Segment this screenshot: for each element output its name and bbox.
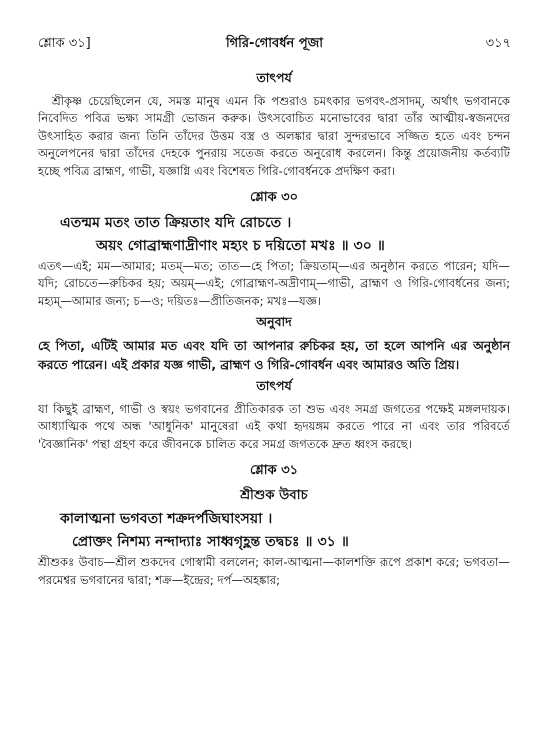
running-header xyxy=(38,34,511,54)
header-chapter-title: গিরি-গোবর্ধন পূজা xyxy=(225,36,324,51)
sanskrit-verse xyxy=(38,212,510,258)
verse-number-heading: শ্লোক ৩১ xyxy=(249,463,299,479)
purport-heading: তাৎপর্য xyxy=(256,70,292,85)
purport-paragraph: শ্রীকৃষ্ণ চেয়েছিলেন যে, সমস্ত মানুষ এমন কি পশুরাও চমৎকার ভগবৎ-প্রসাদম্, অর্থাৎ ভগবানকে নিবেদিত পবিত্র ভক্ষ্য সামগ্রী ভোজন করুক। উৎসবোচিত মনোভাবের দ্বারা তাঁর আত্মীয়-স্বজনদের উৎসাহিত করার জন্য তিনি তাঁদের উত্তম বস্ত্র ও অলঙ্কার দ্বারা সুন্দরভাবে সজ্জিত হতে এবং চন্দন অনুলেপনের দ্বারা তাঁদের দেহকে পুনরায় সতেজ করতে অনুরোধ করলেন। কিন্তু প্রয়োজনীয় কর্তব্যটি হচ্ছে পবিত্র ব্রাহ্মণ, গাভী, যজ্ঞাগ্নি এবং বিশেষত গিরি-গোবর্ধনকে প্রদক্ষিণ করা। xyxy=(38,94,510,178)
purport-heading: তাৎপর্য xyxy=(256,378,292,394)
page-body xyxy=(38,66,510,589)
purport-paragraph: যা কিছুই ব্রাহ্মণ, গাভী ও স্বয়ং ভগবানের প্রীতিকারক তা শুভ এবং সমগ্র জগতের পক্ষেই মঙ্গলদায়ক। আধ্যাত্মিক পথে অন্ধ 'আধুনিক' মানুষেরা এই কথা হৃদয়ঙ্গম করতে পারে না এবং তার পরিবর্তে 'বৈজ্ঞানিক' পন্থা গ্রহণ করে জীবনকে চালিত করে সমগ্র জগতকে দ্রুত ধ্বংস করছে। xyxy=(38,402,510,451)
translation-heading: অনুবাদ xyxy=(256,314,292,330)
synonyms-paragraph: শ্রীশুকঃ উবাচ—শ্রীল শুকদেব গোস্বামী বললেন; কাল-আত্মনা—কালশক্তি রূপে প্রকাশ করে; ভগবতা—পরমেশ্বর ভগবানের দ্বারা; শক্র—ইন্দ্রের; দর্প—অহঙ্কার; xyxy=(38,555,510,587)
verse-number-heading: শ্লোক ৩০ xyxy=(249,190,299,206)
verse-line-2: প্রোক্তং নিশম্য নন্দাদ্যাঃ সাধ্বগৃহ্ণন্ত তদ্বচঃ ॥ ৩১ ॥ xyxy=(72,534,349,551)
speaker-line: শ্রীশুক উবাচ xyxy=(240,488,308,504)
sanskrit-verse xyxy=(38,508,510,554)
page-number: ৩১৭ xyxy=(485,36,511,51)
translation-paragraph: হে পিতা, এটিই আমার মত এবং যদি তা আপনার রুচিকর হয়, তা হলে আপনি এর অনুষ্ঠান করতে পারেন। এই প্রকার যজ্ঞ গাভী, ব্রাহ্মণ ও গিরি-গোবর্ধন এবং আমারও অতি প্রিয়। xyxy=(38,339,510,372)
header-verse-ref: শ্লোক ৩১] xyxy=(38,36,91,51)
verse-line-1: কালাত্মনা ভগবতা শক্রদর্পজিঘাংসয়া । xyxy=(60,511,273,528)
verse-line-1: এতন্মম মতং তাত ক্রিয়তাং যদি রোচতে । xyxy=(60,215,292,232)
synonyms-paragraph: এতৎ—এই; মম—আমার; মতম্—মত; তাত—হে পিতা; ক্রিয়তাম্—এর অনুষ্ঠান করতে পারেন; যদি—যদি; রোচতে—রুচিকর হয়; অয়ম্—এই; গোব্রাহ্মণ-অদ্রীণাম্—গাভী, ব্রাহ্মণ ও গিরি-গোবর্ধনের জন্য; মহ্যম্—আমার জন্য; চ—ও; দয়িতঃ—প্রীতিজনক; মখঃ—যজ্ঞ। xyxy=(38,259,510,308)
verse-line-2: অয়ং গোব্রাহ্মণাদ্রীণাং মহ্যং চ দয়িতো মখঃ ॥ ৩০ ॥ xyxy=(96,238,385,255)
